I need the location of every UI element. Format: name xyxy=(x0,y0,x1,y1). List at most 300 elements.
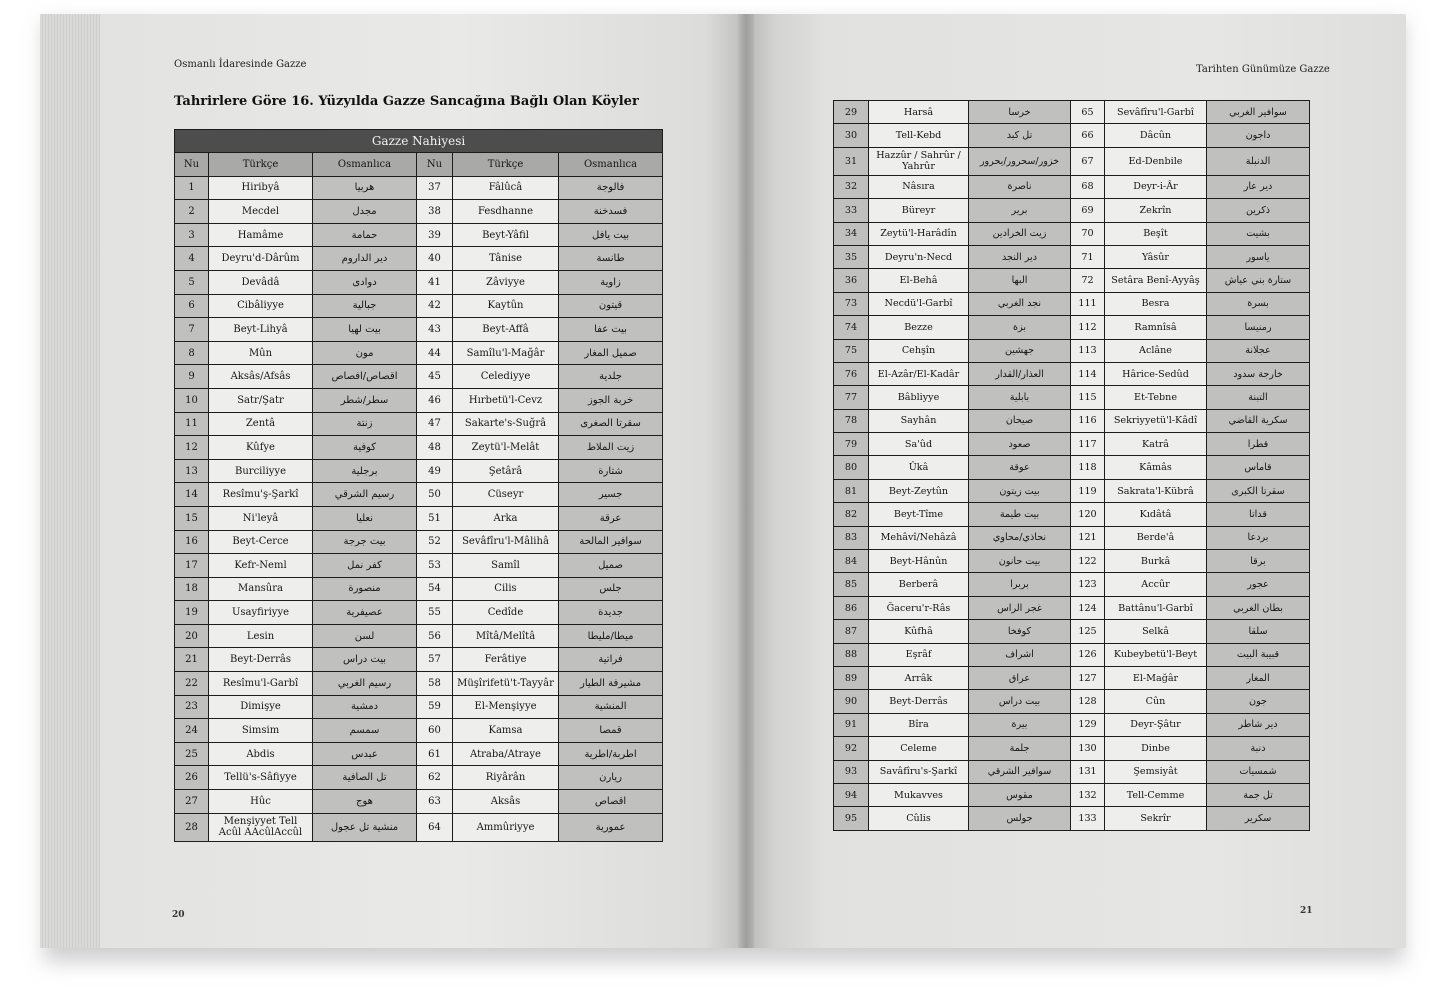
turkish-name-cell: Sa'ûd xyxy=(869,433,969,456)
table-row xyxy=(175,318,663,342)
ottoman-name-cell: قداتا xyxy=(1207,503,1310,526)
row-number-cell: 75 xyxy=(834,339,869,362)
table-row xyxy=(834,456,1310,479)
row-number-cell: 125 xyxy=(1071,620,1105,643)
row-number-cell: 85 xyxy=(834,573,869,596)
row-number-cell: 69 xyxy=(1071,199,1105,222)
row-number-cell: 40 xyxy=(417,247,453,271)
ottoman-name-cell: منصورة xyxy=(313,577,417,601)
turkish-name-cell: Aclâne xyxy=(1105,339,1207,362)
row-number-cell: 76 xyxy=(834,362,869,385)
row-number-cell: 15 xyxy=(175,506,209,530)
row-number-cell: 121 xyxy=(1071,526,1105,549)
turkish-name-cell: Zeytü'l-Melât xyxy=(453,436,559,460)
turkish-name-cell: Katrâ xyxy=(1105,433,1207,456)
turkish-name-cell: Zeytü'l-Harâdîn xyxy=(869,222,969,245)
row-number-cell: 84 xyxy=(834,550,869,573)
ottoman-name-cell: خارجة سدود xyxy=(1207,362,1310,385)
row-number-cell: 46 xyxy=(417,388,453,412)
turkish-name-cell: Kefr-Neml xyxy=(209,554,313,578)
turkish-name-cell: Berde'â xyxy=(1105,526,1207,549)
ottoman-name-cell: طانسة xyxy=(559,247,663,271)
turkish-name-cell: Arka xyxy=(453,506,559,530)
turkish-name-cell: Berberâ xyxy=(869,573,969,596)
ottoman-name-cell: كفر نمل xyxy=(313,554,417,578)
row-number-cell: 65 xyxy=(1071,101,1105,124)
turkish-name-cell: Cüseyr xyxy=(453,483,559,507)
turkish-name-cell: Ed-Denbile xyxy=(1105,147,1207,175)
ottoman-name-cell: رسيم الغربي xyxy=(313,672,417,696)
turkish-name-cell: Harsâ xyxy=(869,101,969,124)
ottoman-name-cell: العذار/القدار xyxy=(969,362,1071,385)
table-row xyxy=(175,270,663,294)
table-row xyxy=(175,176,663,200)
table-row xyxy=(834,101,1310,124)
turkish-name-cell: Dâcûn xyxy=(1105,124,1207,147)
table-row xyxy=(834,550,1310,573)
row-number-cell: 12 xyxy=(175,436,209,460)
row-number-cell: 35 xyxy=(834,245,869,268)
turkish-name-cell: Cûlis xyxy=(869,807,969,830)
ottoman-name-cell: منشية تل عجول xyxy=(313,813,417,841)
table-row xyxy=(834,690,1310,713)
row-number-cell: 70 xyxy=(1071,222,1105,245)
row-number-cell: 7 xyxy=(175,318,209,342)
turkish-name-cell: Büreyr xyxy=(869,199,969,222)
turkish-name-cell: Beyt-Derrâs xyxy=(209,648,313,672)
row-number-cell: 52 xyxy=(417,530,453,554)
row-number-cell: 81 xyxy=(834,479,869,502)
table-row xyxy=(175,601,663,625)
turkish-name-cell: Beyt-Zeytûn xyxy=(869,479,969,502)
turkish-name-cell: El-Mağâr xyxy=(1105,666,1207,689)
row-number-cell: 122 xyxy=(1071,550,1105,573)
turkish-name-cell: Burkâ xyxy=(1105,550,1207,573)
row-number-cell: 54 xyxy=(417,577,453,601)
ottoman-name-cell: بيت دراس xyxy=(969,690,1071,713)
turkish-name-cell: Usayfiriyye xyxy=(209,601,313,625)
ottoman-name-cell: سكرية القاضي xyxy=(1207,409,1310,432)
ottoman-name-cell: هربيا xyxy=(313,176,417,200)
ottoman-name-cell: تل كبد xyxy=(969,124,1071,147)
ottoman-name-cell: دوادی xyxy=(313,270,417,294)
ottoman-name-cell: ناصرة xyxy=(969,175,1071,198)
turkish-name-cell: Devâdâ xyxy=(209,270,313,294)
ottoman-name-cell: قطرا xyxy=(1207,433,1310,456)
row-number-cell: 47 xyxy=(417,412,453,436)
table-row xyxy=(834,643,1310,666)
turkish-name-cell: Ammûriyye xyxy=(453,813,559,841)
table-row xyxy=(175,813,663,841)
turkish-name-cell: Bîra xyxy=(869,713,969,736)
turkish-name-cell: Celeme xyxy=(869,737,969,760)
row-number-cell: 61 xyxy=(417,742,453,766)
row-number-cell: 127 xyxy=(1071,666,1105,689)
turkish-name-cell: Arrâk xyxy=(869,666,969,689)
turkish-name-cell: Aksâs xyxy=(453,790,559,814)
table-row xyxy=(175,365,663,389)
ottoman-name-cell: برير xyxy=(969,199,1071,222)
ottoman-name-cell: عجور xyxy=(1207,573,1310,596)
turkish-name-cell: Beyt-Lihyâ xyxy=(209,318,313,342)
table-row xyxy=(834,124,1310,147)
row-number-cell: 44 xyxy=(417,341,453,365)
table-row xyxy=(834,713,1310,736)
table-row xyxy=(834,503,1310,526)
ottoman-name-cell: بيرة xyxy=(969,713,1071,736)
turkish-name-cell: Dimişye xyxy=(209,695,313,719)
ottoman-name-cell: بيت عفا xyxy=(559,318,663,342)
ottoman-name-cell: فراتية xyxy=(559,648,663,672)
ottoman-name-cell: عرقة xyxy=(559,506,663,530)
turkish-name-cell: Menşiyyet Tell Acûl AAcûlAccûl xyxy=(209,813,313,841)
ottoman-name-cell: التبنة xyxy=(1207,386,1310,409)
turkish-name-cell: Cilis xyxy=(453,577,559,601)
row-number-cell: 93 xyxy=(834,760,869,783)
ottoman-name-cell: جبالية xyxy=(313,294,417,318)
ottoman-name-cell: زاوية xyxy=(559,270,663,294)
ottoman-name-cell: لسن xyxy=(313,624,417,648)
table-row xyxy=(834,760,1310,783)
table-row xyxy=(834,433,1310,456)
ottoman-name-cell: فسدخنة xyxy=(559,200,663,224)
turkish-name-cell: Savâfîru's-Şarkî xyxy=(869,760,969,783)
row-number-cell: 32 xyxy=(834,175,869,198)
row-number-cell: 77 xyxy=(834,386,869,409)
turkish-name-cell: Mîtâ/Melîtâ xyxy=(453,624,559,648)
turkish-name-cell: Deyru'n-Necd xyxy=(869,245,969,268)
table-row xyxy=(175,388,663,412)
turkish-name-cell: El-Menşiyye xyxy=(453,695,559,719)
turkish-name-cell: Resîmu'l-Garbî xyxy=(209,672,313,696)
turkish-name-cell: Fâlûcâ xyxy=(453,176,559,200)
row-number-cell: 74 xyxy=(834,316,869,339)
row-number-cell: 80 xyxy=(834,456,869,479)
turkish-name-cell: Resîmu'ş-Şarkî xyxy=(209,483,313,507)
row-number-cell: 133 xyxy=(1071,807,1105,830)
table-row xyxy=(834,316,1310,339)
turkish-name-cell: Ramnîsâ xyxy=(1105,316,1207,339)
ottoman-name-cell: بيت دراس xyxy=(313,648,417,672)
turkish-name-cell: Kaytûn xyxy=(453,294,559,318)
row-number-cell: 116 xyxy=(1071,409,1105,432)
row-number-cell: 78 xyxy=(834,409,869,432)
turkish-name-cell: Aksâs/Afsâs xyxy=(209,365,313,389)
table-row xyxy=(834,807,1310,830)
turkish-name-cell: Atraba/Atraye xyxy=(453,742,559,766)
turkish-name-cell: Deyr-i-Âr xyxy=(1105,175,1207,198)
table-row xyxy=(834,573,1310,596)
ottoman-name-cell: سطر/شطر xyxy=(313,388,417,412)
ottoman-name-cell: جون xyxy=(1207,690,1310,713)
table-row xyxy=(175,648,663,672)
turkish-name-cell: Tell-Cemme xyxy=(1105,783,1207,806)
ottoman-name-cell: كوفية xyxy=(313,436,417,460)
ottoman-name-cell: بشيت xyxy=(1207,222,1310,245)
turkish-name-cell: Mansûra xyxy=(209,577,313,601)
row-number-cell: 62 xyxy=(417,766,453,790)
row-number-cell: 26 xyxy=(175,766,209,790)
row-number-cell: 92 xyxy=(834,737,869,760)
turkish-name-cell: Abdis xyxy=(209,742,313,766)
ottoman-name-cell: جلس xyxy=(559,577,663,601)
row-number-cell: 123 xyxy=(1071,573,1105,596)
row-number-cell: 14 xyxy=(175,483,209,507)
row-number-cell: 11 xyxy=(175,412,209,436)
turkish-name-cell: Necdü'l-Garbî xyxy=(869,292,969,315)
turkish-name-cell: Cedîde xyxy=(453,601,559,625)
ottoman-name-cell: برقا xyxy=(1207,550,1310,573)
turkish-name-cell: Et-Tebne xyxy=(1105,386,1207,409)
ottoman-name-cell: مشيرفة الطيار xyxy=(559,672,663,696)
row-number-cell: 60 xyxy=(417,719,453,743)
turkish-name-cell: Kubeybetü'l-Beyt xyxy=(1105,643,1207,666)
table-row xyxy=(834,666,1310,689)
turkish-name-cell: Mukavves xyxy=(869,783,969,806)
turkish-name-cell: Tell-Kebd xyxy=(869,124,969,147)
table-row xyxy=(834,362,1310,385)
ottoman-name-cell: عراق xyxy=(969,666,1071,689)
turkish-name-cell: Sakrata'l-Kübrâ xyxy=(1105,479,1207,502)
turkish-name-cell: Sekriyyetü'l-Kâdî xyxy=(1105,409,1207,432)
ottoman-name-cell: البها xyxy=(969,269,1071,292)
row-number-cell: 1 xyxy=(175,176,209,200)
row-number-cell: 132 xyxy=(1071,783,1105,806)
turkish-name-cell: Mûn xyxy=(209,341,313,365)
row-number-cell: 131 xyxy=(1071,760,1105,783)
row-number-cell: 68 xyxy=(1071,175,1105,198)
ottoman-name-cell: قمصا xyxy=(559,719,663,743)
ottoman-name-cell: نحاذي/محاوي xyxy=(969,526,1071,549)
ottoman-name-cell: خرسا xyxy=(969,101,1071,124)
ottoman-name-cell: مجدل xyxy=(313,200,417,224)
ottoman-name-cell: بسرة xyxy=(1207,292,1310,315)
table-row xyxy=(834,269,1310,292)
turkish-name-cell: Hırbetü'l-Cevz xyxy=(453,388,559,412)
row-number-cell: 126 xyxy=(1071,643,1105,666)
row-number-cell: 49 xyxy=(417,459,453,483)
turkish-name-cell: Kûfye xyxy=(209,436,313,460)
ottoman-name-cell: حمامة xyxy=(313,223,417,247)
ottoman-name-cell: سلقا xyxy=(1207,620,1310,643)
ottoman-name-cell: رسيم الشرقي xyxy=(313,483,417,507)
turkish-name-cell: Hiribyâ xyxy=(209,176,313,200)
turkish-name-cell: Cûn xyxy=(1105,690,1207,713)
ottoman-name-cell: ذكرين xyxy=(1207,199,1310,222)
row-number-cell: 64 xyxy=(417,813,453,841)
ottoman-name-cell: بابلية xyxy=(969,386,1071,409)
turkish-name-cell: Lesin xyxy=(209,624,313,648)
table-row xyxy=(834,245,1310,268)
table-row xyxy=(175,341,663,365)
ottoman-name-cell: بزة xyxy=(969,316,1071,339)
row-number-cell: 24 xyxy=(175,719,209,743)
ottoman-name-cell: قبيبة البيت xyxy=(1207,643,1310,666)
row-number-cell: 13 xyxy=(175,459,209,483)
turkish-name-cell: Kûfhâ xyxy=(869,620,969,643)
ottoman-name-cell: عبدس xyxy=(313,742,417,766)
turkish-name-cell: Beyt-Tîme xyxy=(869,503,969,526)
ottoman-name-cell: دنبة xyxy=(1207,737,1310,760)
ottoman-name-cell: سقرتا الكبرى xyxy=(1207,479,1310,502)
ottoman-name-cell: بيت طيمة xyxy=(969,503,1071,526)
ottoman-name-cell: جولس xyxy=(969,807,1071,830)
row-number-cell: 31 xyxy=(834,147,869,175)
row-number-cell: 87 xyxy=(834,620,869,643)
ottoman-name-cell: زيت الخرادين xyxy=(969,222,1071,245)
turkish-name-cell: Sekrîr xyxy=(1105,807,1207,830)
row-number-cell: 38 xyxy=(417,200,453,224)
right-page-number: 21 xyxy=(1300,906,1313,916)
row-number-cell: 128 xyxy=(1071,690,1105,713)
turkish-name-cell: Hamâme xyxy=(209,223,313,247)
row-number-cell: 4 xyxy=(175,247,209,271)
row-number-cell: 43 xyxy=(417,318,453,342)
row-number-cell: 83 xyxy=(834,526,869,549)
row-number-cell: 63 xyxy=(417,790,453,814)
ottoman-name-cell: نعليا xyxy=(313,506,417,530)
ottoman-name-cell: بيت يافل xyxy=(559,223,663,247)
ottoman-name-cell: خربة الجوز xyxy=(559,388,663,412)
turkish-name-cell: Beyt-Derrâs xyxy=(869,690,969,713)
ottoman-name-cell: جهشين xyxy=(969,339,1071,362)
ottoman-name-cell: المغار xyxy=(1207,666,1310,689)
table-row xyxy=(834,147,1310,175)
table-row xyxy=(175,577,663,601)
turkish-name-cell: Samîl xyxy=(453,554,559,578)
left-villages-table xyxy=(174,129,663,842)
turkish-name-cell: Nâsıra xyxy=(869,175,969,198)
turkish-name-cell: Mehâvî/Nehâzâ xyxy=(869,526,969,549)
ottoman-name-cell: بيت زيتون xyxy=(969,479,1071,502)
row-number-cell: 91 xyxy=(834,713,869,736)
page-edges xyxy=(40,14,100,948)
turkish-name-cell: Beyt-Yâfil xyxy=(453,223,559,247)
turkish-name-cell: Ni'leyâ xyxy=(209,506,313,530)
row-number-cell: 37 xyxy=(417,176,453,200)
table-row xyxy=(834,199,1310,222)
ottoman-name-cell: دير النجد xyxy=(969,245,1071,268)
ottoman-name-cell: سوافير الشرقي xyxy=(969,760,1071,783)
table-row xyxy=(175,624,663,648)
turkish-name-cell: Cehşîn xyxy=(869,339,969,362)
ottoman-name-cell: بردعا xyxy=(1207,526,1310,549)
turkish-name-cell: Satr/Şatr xyxy=(209,388,313,412)
table-row xyxy=(175,412,663,436)
left-page-number: 20 xyxy=(172,910,185,920)
table-row xyxy=(834,175,1310,198)
row-number-cell: 72 xyxy=(1071,269,1105,292)
table-caption: Gazze Nahiyesi xyxy=(175,130,663,153)
table-row xyxy=(834,620,1310,643)
row-number-cell: 90 xyxy=(834,690,869,713)
turkish-name-cell: Mecdel xyxy=(209,200,313,224)
turkish-name-cell: Deyr-Şâtır xyxy=(1105,713,1207,736)
turkish-name-cell: Yâsûr xyxy=(1105,245,1207,268)
row-number-cell: 124 xyxy=(1071,596,1105,619)
turkish-name-cell: Beyt-Affâ xyxy=(453,318,559,342)
row-number-cell: 57 xyxy=(417,648,453,672)
turkish-name-cell: Hûc xyxy=(209,790,313,814)
row-number-cell: 42 xyxy=(417,294,453,318)
turkish-name-cell: Ferâtiye xyxy=(453,648,559,672)
row-number-cell: 39 xyxy=(417,223,453,247)
ottoman-name-cell: دمشية xyxy=(313,695,417,719)
ottoman-name-cell: بيت جرجة xyxy=(313,530,417,554)
table-row xyxy=(834,737,1310,760)
ottoman-name-cell: صعود xyxy=(969,433,1071,456)
table-row xyxy=(175,530,663,554)
turkish-name-cell: Beşît xyxy=(1105,222,1207,245)
ottoman-name-cell: برجلية xyxy=(313,459,417,483)
row-number-cell: 2 xyxy=(175,200,209,224)
ottoman-name-cell: خزور/سحرور/يحرور xyxy=(969,147,1071,175)
table-row xyxy=(175,247,663,271)
ottoman-name-cell: دير شاطر xyxy=(1207,713,1310,736)
ottoman-name-cell: ياسور xyxy=(1207,245,1310,268)
right-running-header: Tarihten Günümüze Gazze xyxy=(1196,64,1330,75)
turkish-name-cell: Kâmâs xyxy=(1105,456,1207,479)
table-row xyxy=(175,506,663,530)
turkish-name-cell: Şemsiyât xyxy=(1105,760,1207,783)
row-number-cell: 29 xyxy=(834,101,869,124)
ottoman-name-cell: سقرتا الصغرى xyxy=(559,412,663,436)
row-number-cell: 53 xyxy=(417,554,453,578)
table-row xyxy=(175,294,663,318)
ottoman-name-cell: سوافير الغربي xyxy=(1207,101,1310,124)
row-number-cell: 30 xyxy=(834,124,869,147)
table-header-row xyxy=(175,153,663,177)
row-number-cell: 114 xyxy=(1071,362,1105,385)
row-number-cell: 34 xyxy=(834,222,869,245)
ottoman-name-cell: الدنبلة xyxy=(1207,147,1310,175)
row-number-cell: 6 xyxy=(175,294,209,318)
ottoman-name-cell: دير الداروم xyxy=(313,247,417,271)
row-number-cell: 94 xyxy=(834,783,869,806)
column-header: Osmanlıca xyxy=(313,153,417,177)
row-number-cell: 50 xyxy=(417,483,453,507)
row-number-cell: 119 xyxy=(1071,479,1105,502)
row-number-cell: 86 xyxy=(834,596,869,619)
row-number-cell: 51 xyxy=(417,506,453,530)
ottoman-name-cell: زيت الملاط xyxy=(559,436,663,460)
row-number-cell: 5 xyxy=(175,270,209,294)
ottoman-name-cell: مقوس xyxy=(969,783,1071,806)
ottoman-name-cell: زنتة xyxy=(313,412,417,436)
row-number-cell: 130 xyxy=(1071,737,1105,760)
turkish-name-cell: Zekrîn xyxy=(1105,199,1207,222)
turkish-name-cell: Tellü's-Sâfiyye xyxy=(209,766,313,790)
table-row xyxy=(834,526,1310,549)
row-number-cell: 36 xyxy=(834,269,869,292)
turkish-name-cell: Deyru'd-Dârûm xyxy=(209,247,313,271)
row-number-cell: 111 xyxy=(1071,292,1105,315)
row-number-cell: 17 xyxy=(175,554,209,578)
row-number-cell: 45 xyxy=(417,365,453,389)
turkish-name-cell: Accûr xyxy=(1105,573,1207,596)
ottoman-name-cell: ريارن xyxy=(559,766,663,790)
turkish-name-cell: Dinbe xyxy=(1105,737,1207,760)
row-number-cell: 59 xyxy=(417,695,453,719)
row-number-cell: 129 xyxy=(1071,713,1105,736)
table-row xyxy=(834,222,1310,245)
row-number-cell: 73 xyxy=(834,292,869,315)
row-number-cell: 9 xyxy=(175,365,209,389)
book-gutter xyxy=(738,14,754,948)
row-number-cell: 48 xyxy=(417,436,453,460)
turkish-name-cell: Ûkâ xyxy=(869,456,969,479)
row-number-cell: 79 xyxy=(834,433,869,456)
